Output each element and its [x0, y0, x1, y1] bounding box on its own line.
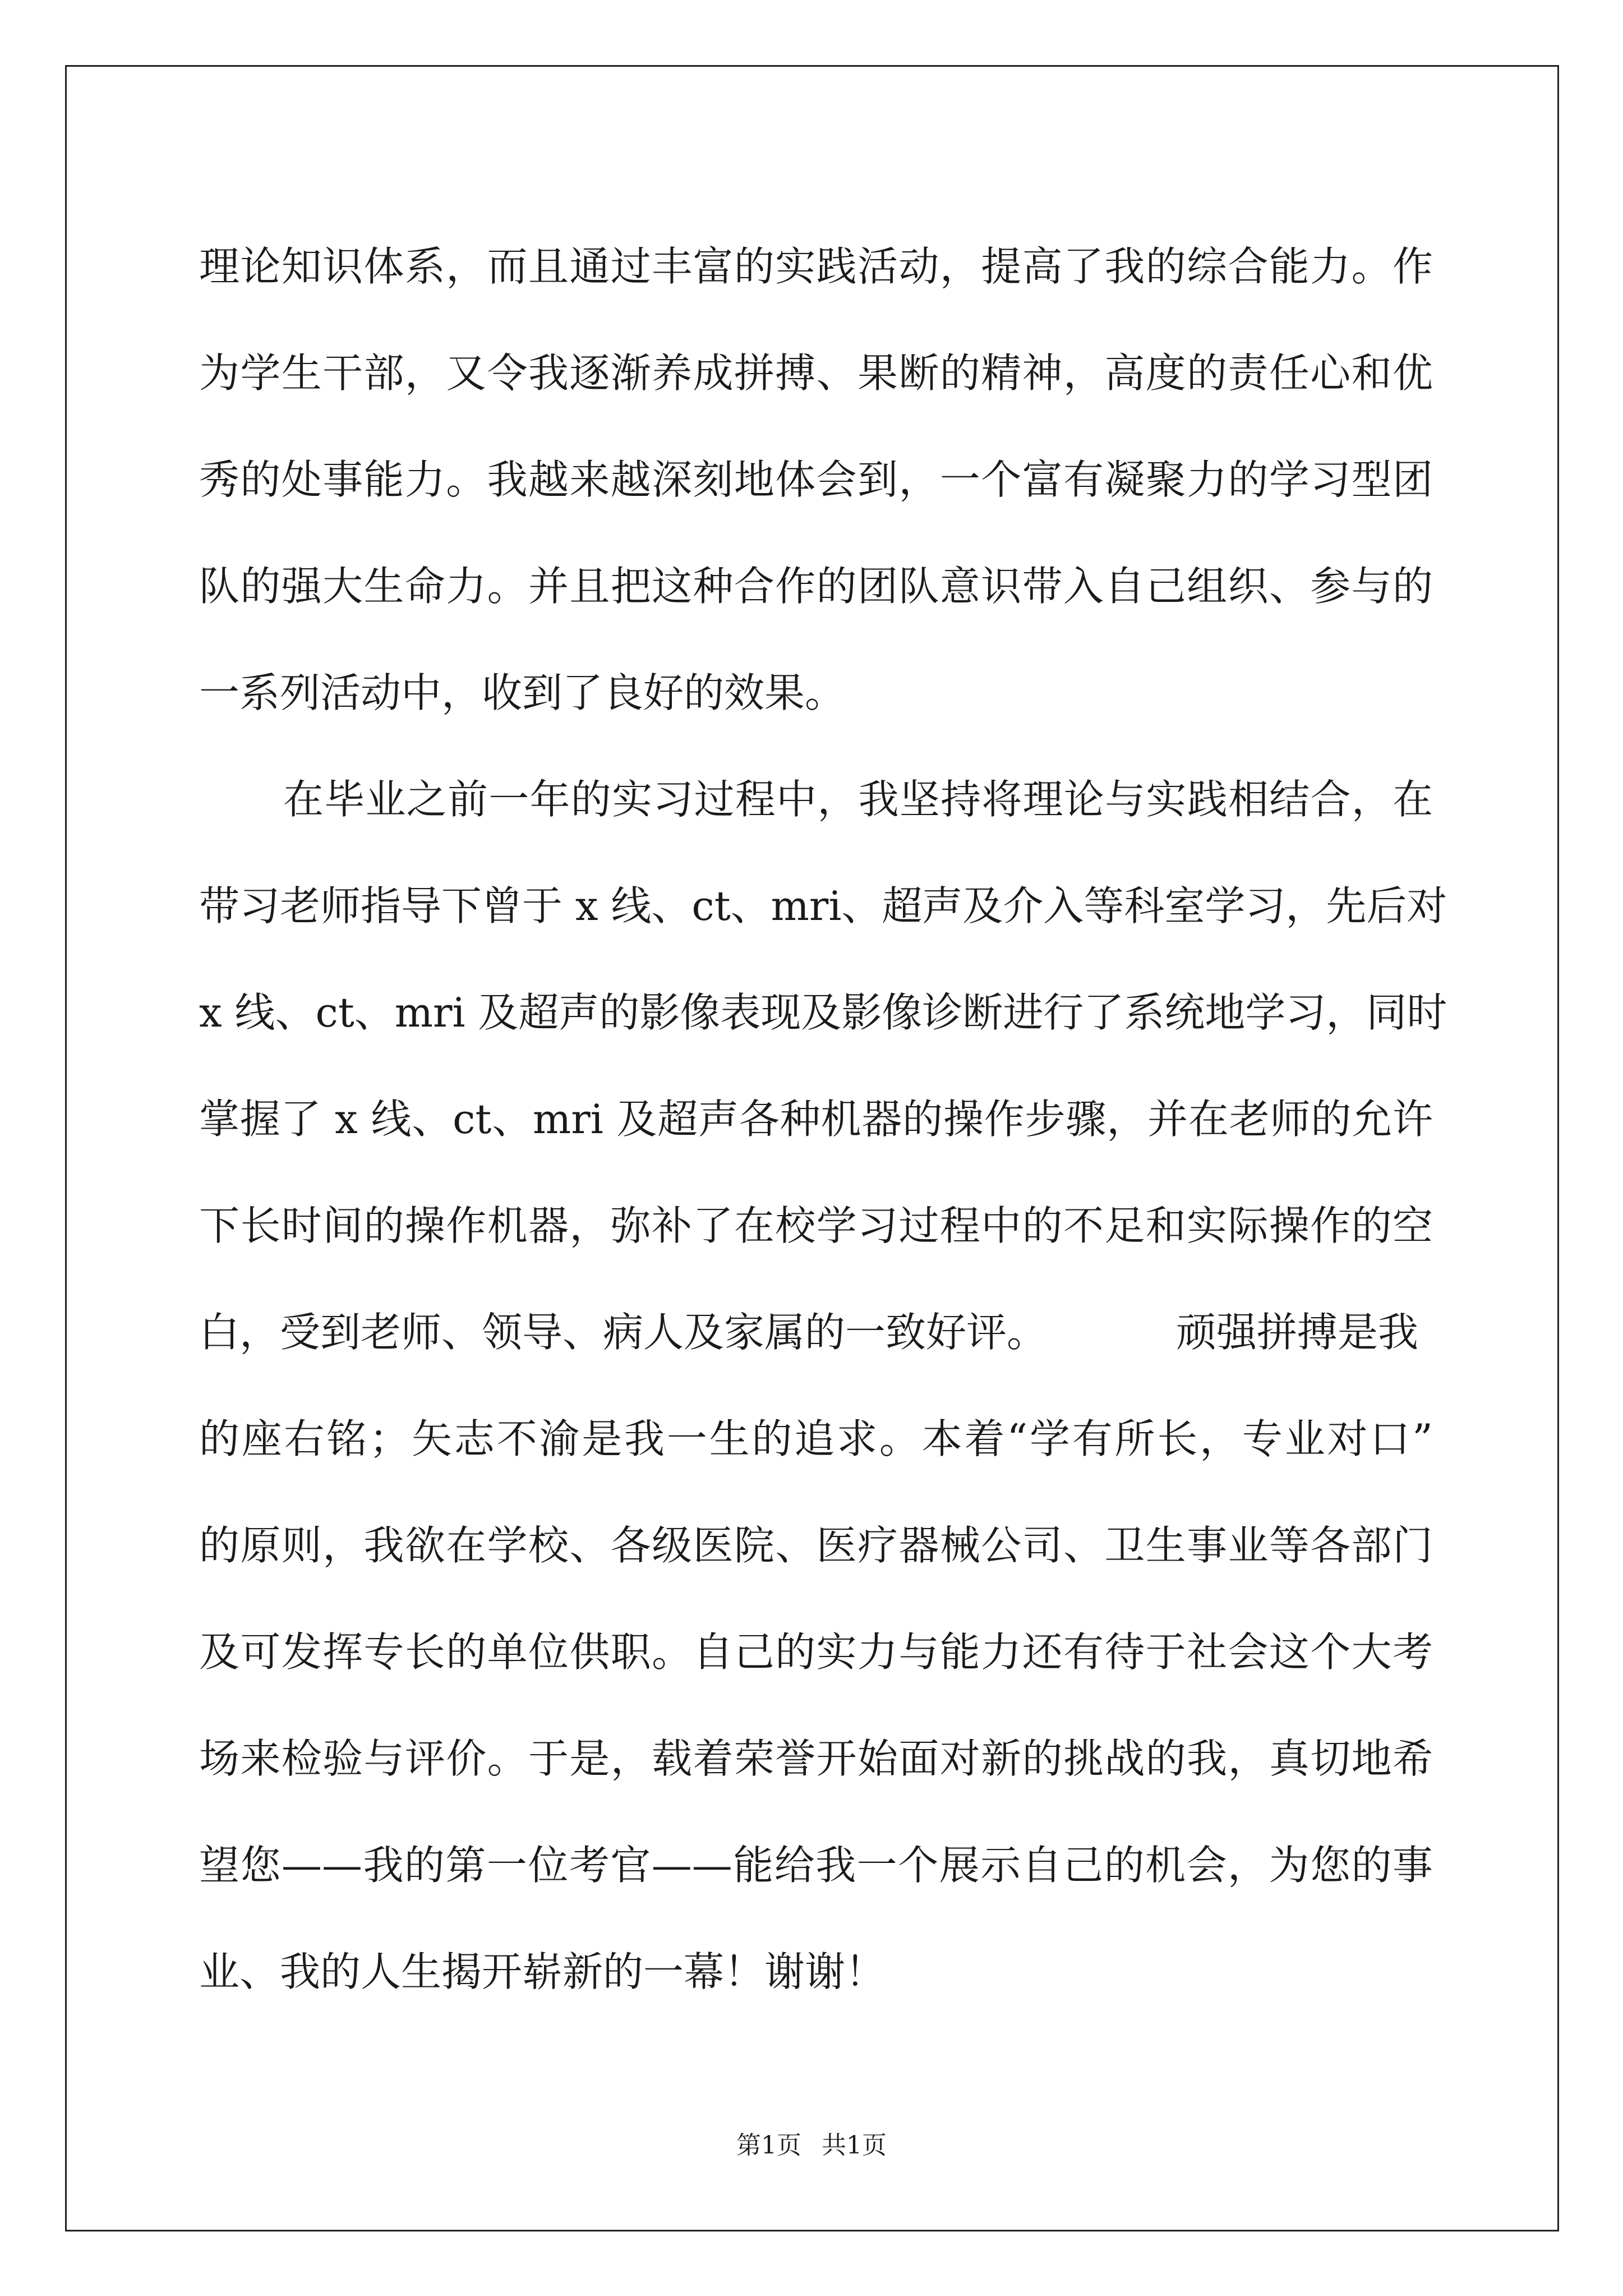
text-line: 及可发挥专长的单位供职。自己的实力与能力还有待于社会这个大考 — [199, 1628, 1433, 1676]
text-line-composite — [199, 1279, 1433, 1386]
text-line: 一系列活动中，收到了良好的效果。 — [199, 669, 846, 716]
text-line: 掌握了 x 线、ct、mri 及超声各种机器的操作步骤，并在老师的允许 — [199, 1096, 1433, 1143]
text-line: 队的强大生命力。并且把这种合作的团队意识带入自己组织、参与的 — [199, 563, 1433, 610]
document-body — [199, 213, 1447, 2025]
text-line: 带习老师指导下曾于 x 线、ct、mri、超声及介入等科室学习，先后对 — [199, 882, 1447, 930]
text-line: 理论知识体系，而且通过丰富的实践活动，提高了我的综合能力。作 — [199, 243, 1433, 290]
page-total: 共1页 — [822, 2131, 887, 2160]
page-number: 第1页 — [736, 2131, 801, 2160]
text-line: 的原则，我欲在学校、各级医院、医疗器械公司、卫生事业等各部门 — [199, 1522, 1433, 1569]
text-line: 场来检验与评价。于是，载着荣誉开始面对新的挑战的我，真切地希 — [199, 1735, 1433, 1782]
text-segment: 白，受到老师、领导、病人及家属的一致好评。 — [199, 1309, 1048, 1356]
page-footer — [0, 2129, 1623, 2162]
paragraph-first-line: 在毕业之前一年的实习过程中，我坚持将理论与实践相结合，在 — [283, 776, 1433, 823]
text-line: x 线、ct、mri 及超声的影像表现及影像诊断进行了系统地学习，同时 — [199, 989, 1447, 1036]
text-line: 下长时间的操作机器，弥补了在校学习过程中的不足和实际操作的空 — [199, 1202, 1433, 1249]
text-line: 的座右铭；矢志不渝是我一生的追求。本着“学有所长，专业对口” — [199, 1415, 1433, 1462]
text-line: 望您——我的第一位考官——能给我一个展示自己的机会，为您的事 — [199, 1842, 1433, 1889]
text-line: 业、我的人生揭开崭新的一幕！谢谢！ — [199, 1948, 886, 1995]
text-line: 为学生干部，又令我逐渐养成拼搏、果断的精神，高度的责任心和优 — [199, 349, 1433, 397]
text-line: 秀的处事能力。我越来越深刻地体会到，一个富有凝聚力的学习型团 — [199, 456, 1433, 503]
text-segment: 顽强拼搏是我 — [1176, 1309, 1419, 1356]
